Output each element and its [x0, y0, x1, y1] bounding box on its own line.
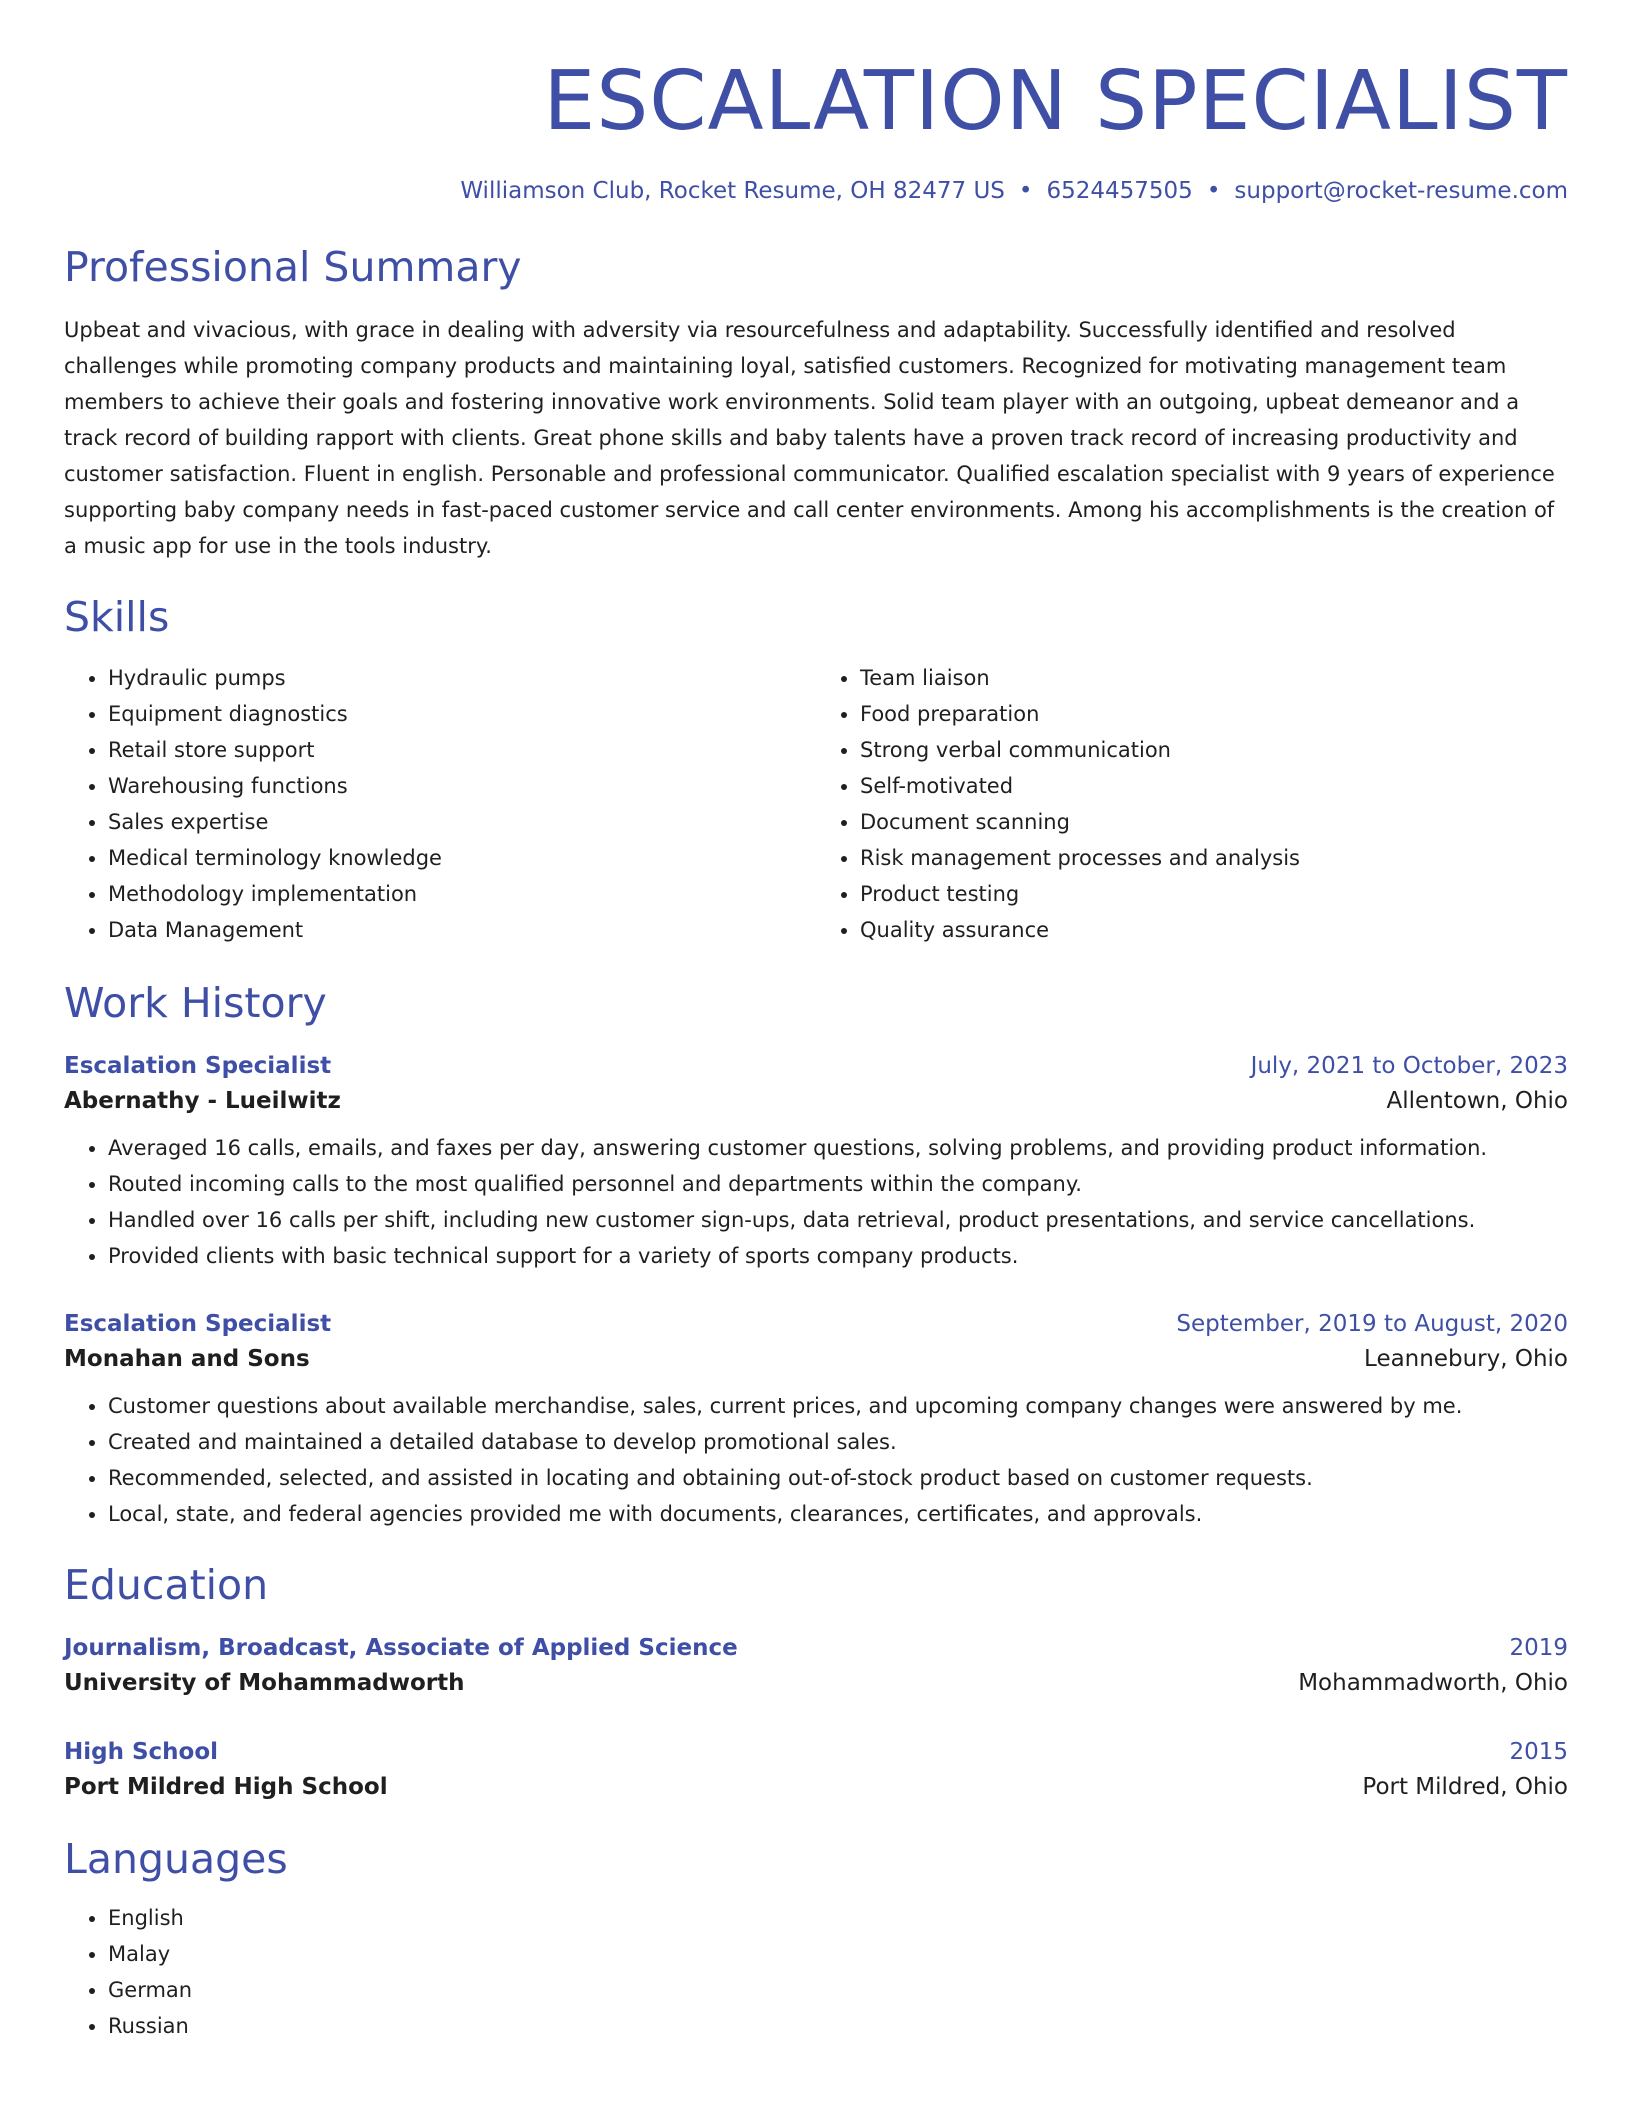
skill-item: • Team liaison: [860, 660, 1568, 696]
education-location: Port Mildred, Ohio: [1362, 1774, 1568, 1800]
education-subheader: [64, 1768, 1568, 1806]
contact-separator: •: [1018, 178, 1033, 204]
education-subheader: [64, 1664, 1568, 1702]
education-header: [64, 1736, 1568, 1768]
contact-line: [64, 176, 1568, 206]
education-degree: High School: [64, 1739, 219, 1765]
job-bullet: • Handled over 16 calls per shift, including new customer sign-ups, data retrieval, product presentations, and service cancellations.: [108, 1202, 1568, 1238]
job-location: Allentown, Ohio: [1386, 1088, 1568, 1114]
skill-item: • Product testing: [860, 876, 1568, 912]
skills-column-right: [816, 660, 1568, 948]
job-bullet: • Local, state, and federal agencies provided me with documents, clearances, certificates, and approvals.: [108, 1496, 1568, 1532]
job-bullet: • Averaged 16 calls, emails, and faxes per day, answering customer questions, solving problems, and providing product information.: [108, 1130, 1568, 1166]
language-item: • Russian: [108, 2008, 1568, 2044]
education-heading: Education: [64, 1561, 269, 1609]
education-header: [64, 1632, 1568, 1664]
contact-separator: •: [1206, 178, 1221, 204]
skills-list: [64, 660, 1568, 948]
job-bullet: • Customer questions about available merchandise, sales, current prices, and upcoming company changes were answered by me.: [108, 1388, 1568, 1424]
job-bullets: [64, 1388, 1568, 1532]
job-bullet: • Created and maintained a detailed database to develop promotional sales.: [108, 1424, 1568, 1460]
languages-heading: Languages: [64, 1835, 288, 1883]
skill-item: • Quality assurance: [860, 912, 1568, 948]
education-degree: Journalism, Broadcast, Associate of Applied Science: [64, 1635, 738, 1661]
education-school: University of Mohammadworth: [64, 1670, 465, 1696]
skills-column-left: [64, 660, 816, 948]
job-entry: [64, 1308, 1568, 1532]
contact-email: support@rocket-resume.com: [1234, 178, 1568, 204]
job-dates: July, 2021 to October, 2023: [1250, 1053, 1568, 1079]
job-subheader: [64, 1340, 1568, 1378]
skill-item: • Retail store support: [108, 732, 816, 768]
skills-heading: Skills: [64, 593, 170, 641]
skill-item: • Strong verbal communication: [860, 732, 1568, 768]
education-entry: [64, 1736, 1568, 1806]
job-dates: September, 2019 to August, 2020: [1176, 1311, 1568, 1337]
job-entry: [64, 1050, 1568, 1274]
skill-item: • Hydraulic pumps: [108, 660, 816, 696]
job-title: Escalation Specialist: [64, 1053, 332, 1079]
skill-item: • Equipment diagnostics: [108, 696, 816, 732]
contact-phone: 6524457505: [1046, 178, 1193, 204]
education-school: Port Mildred High School: [64, 1774, 388, 1800]
job-subheader: [64, 1082, 1568, 1120]
education-location: Mohammadworth, Ohio: [1298, 1670, 1568, 1696]
contact-address: Williamson Club, Rocket Resume, OH 82477 US: [460, 178, 1005, 204]
skill-item: • Food preparation: [860, 696, 1568, 732]
language-item: • Malay: [108, 1936, 1568, 1972]
education-entry: [64, 1632, 1568, 1702]
summary-heading: Professional Summary: [64, 243, 522, 291]
language-item: • German: [108, 1972, 1568, 2008]
skill-item: • Risk management processes and analysis: [860, 840, 1568, 876]
education-year: 2019: [1509, 1635, 1568, 1661]
job-bullets: [64, 1130, 1568, 1274]
skill-item: • Warehousing functions: [108, 768, 816, 804]
job-title: Escalation Specialist: [64, 1311, 332, 1337]
education-year: 2015: [1509, 1739, 1568, 1765]
job-company: Monahan and Sons: [64, 1346, 310, 1372]
summary-text: Upbeat and vivacious, with grace in dealing with adversity via resourcefulness and adaptability. Successfully identified and resolved challenges while promoting company products and maintaining loyal, satisfied customers. Recognized for motivating management team members to achieve their goals and fostering innovative work environments. Solid team player with an outgoing, upbeat demeanor and a track record of building rapport with clients. Great phone skills and baby talents have a proven track record of increasing productivity and customer satisfaction. Fluent in english. Personable and professional communicator. Qualified escalation specialist with 9 years of experience supporting baby company needs in fast-paced customer service and call center environments. Among his accomplishments is the creation of a music app for use in the tools industry.: [64, 318, 1555, 558]
language-item: • English: [108, 1900, 1568, 1936]
job-header: [64, 1308, 1568, 1340]
skill-item: • Methodology implementation: [108, 876, 816, 912]
resume-title: ESCALATION SPECIALIST: [543, 54, 1568, 149]
job-bullet: • Recommended, selected, and assisted in locating and obtaining out-of-stock product based on customer requests.: [108, 1460, 1568, 1496]
work-history-heading: Work History: [64, 979, 327, 1027]
skill-item: • Medical terminology knowledge: [108, 840, 816, 876]
job-bullet: • Provided clients with basic technical support for a variety of sports company products.: [108, 1238, 1568, 1274]
skill-item: • Sales expertise: [108, 804, 816, 840]
job-bullet: • Routed incoming calls to the most qualified personnel and departments within the company.: [108, 1166, 1568, 1202]
job-company: Abernathy - Lueilwitz: [64, 1088, 341, 1114]
skill-item: • Document scanning: [860, 804, 1568, 840]
job-header: [64, 1050, 1568, 1082]
languages-list: [64, 1900, 1568, 2044]
skill-item: • Self-motivated: [860, 768, 1568, 804]
skill-item: • Data Management: [108, 912, 816, 948]
job-location: Leannebury, Ohio: [1364, 1346, 1568, 1372]
